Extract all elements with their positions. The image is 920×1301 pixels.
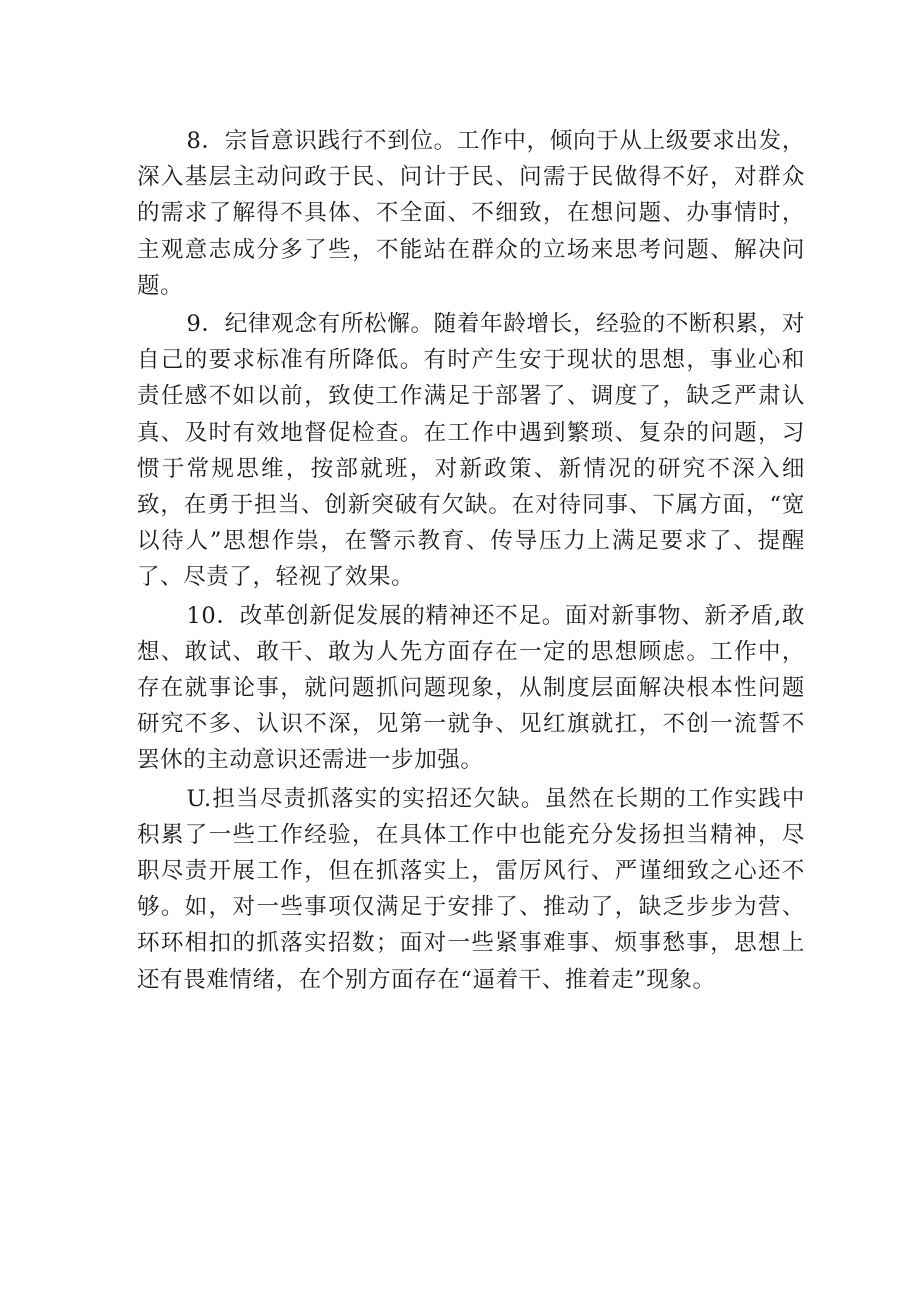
paragraph-item-9: 9．纪律观念有所松懈。随着年龄增长，经验的不断积累，对自己的要求标准有所降低。有时产生安于现状的思想，事业心和责任感不如以前，致使工作满足于部署了、调度了，缺乏严肃认真、及时有效地督促检查。在工作中遇到繁琐、复杂的问题，习惯于常规思维，按部就班，对新政策、新情况的研究不深入细致，在勇于担当、创新突破有欠缺。在对待同事、下属方面，“宽以待人”思想作祟，在警示教育、传导压力上满足要求了、提醒了、尽责了，轻视了效果。 <box>137 311 805 591</box>
document-body <box>137 123 805 1000</box>
paragraph-item-10: 10．改革创新促发展的精神还不足。面对新事物、新矛盾,敢想、敢试、敢干、敢为人先方面存在一定的思想顾虑。工作中，存在就事论事，就问题抓问题现象，从制度层面解决根本性问题研究不多、认识不深，见第一就争、见红旗就扛，不创一流誓不罢休的主动意识还需进一步加强。 <box>137 602 805 774</box>
paragraph-item-11: U.担当尽责抓落实的实招还欠缺。虽然在长期的工作实践中积累了一些工作经验，在具体工作中也能充分发扬担当精神，尽职尽责开展工作，但在抓落实上，雷厉风行、严谨细致之心还不够。如，对一些事项仅满足于安排了、推动了，缺乏步步为营、环环相扣的抓落实招数；面对一些紧事难事、烦事愁事，思想上还有畏难情绪，在个别方面存在“逼着干、推着走”现象。 <box>137 785 805 993</box>
paragraph-item-8: 8．宗旨意识践行不到位。工作中，倾向于从上级要求出发，深入基层主动问政于民、问计于民、问需于民做得不好，对群众的需求了解得不具体、不全面、不细致，在想问题、办事情时，主观意志成分多了些，不能站在群众的立场来思考问题、解决问题。 <box>137 128 805 299</box>
